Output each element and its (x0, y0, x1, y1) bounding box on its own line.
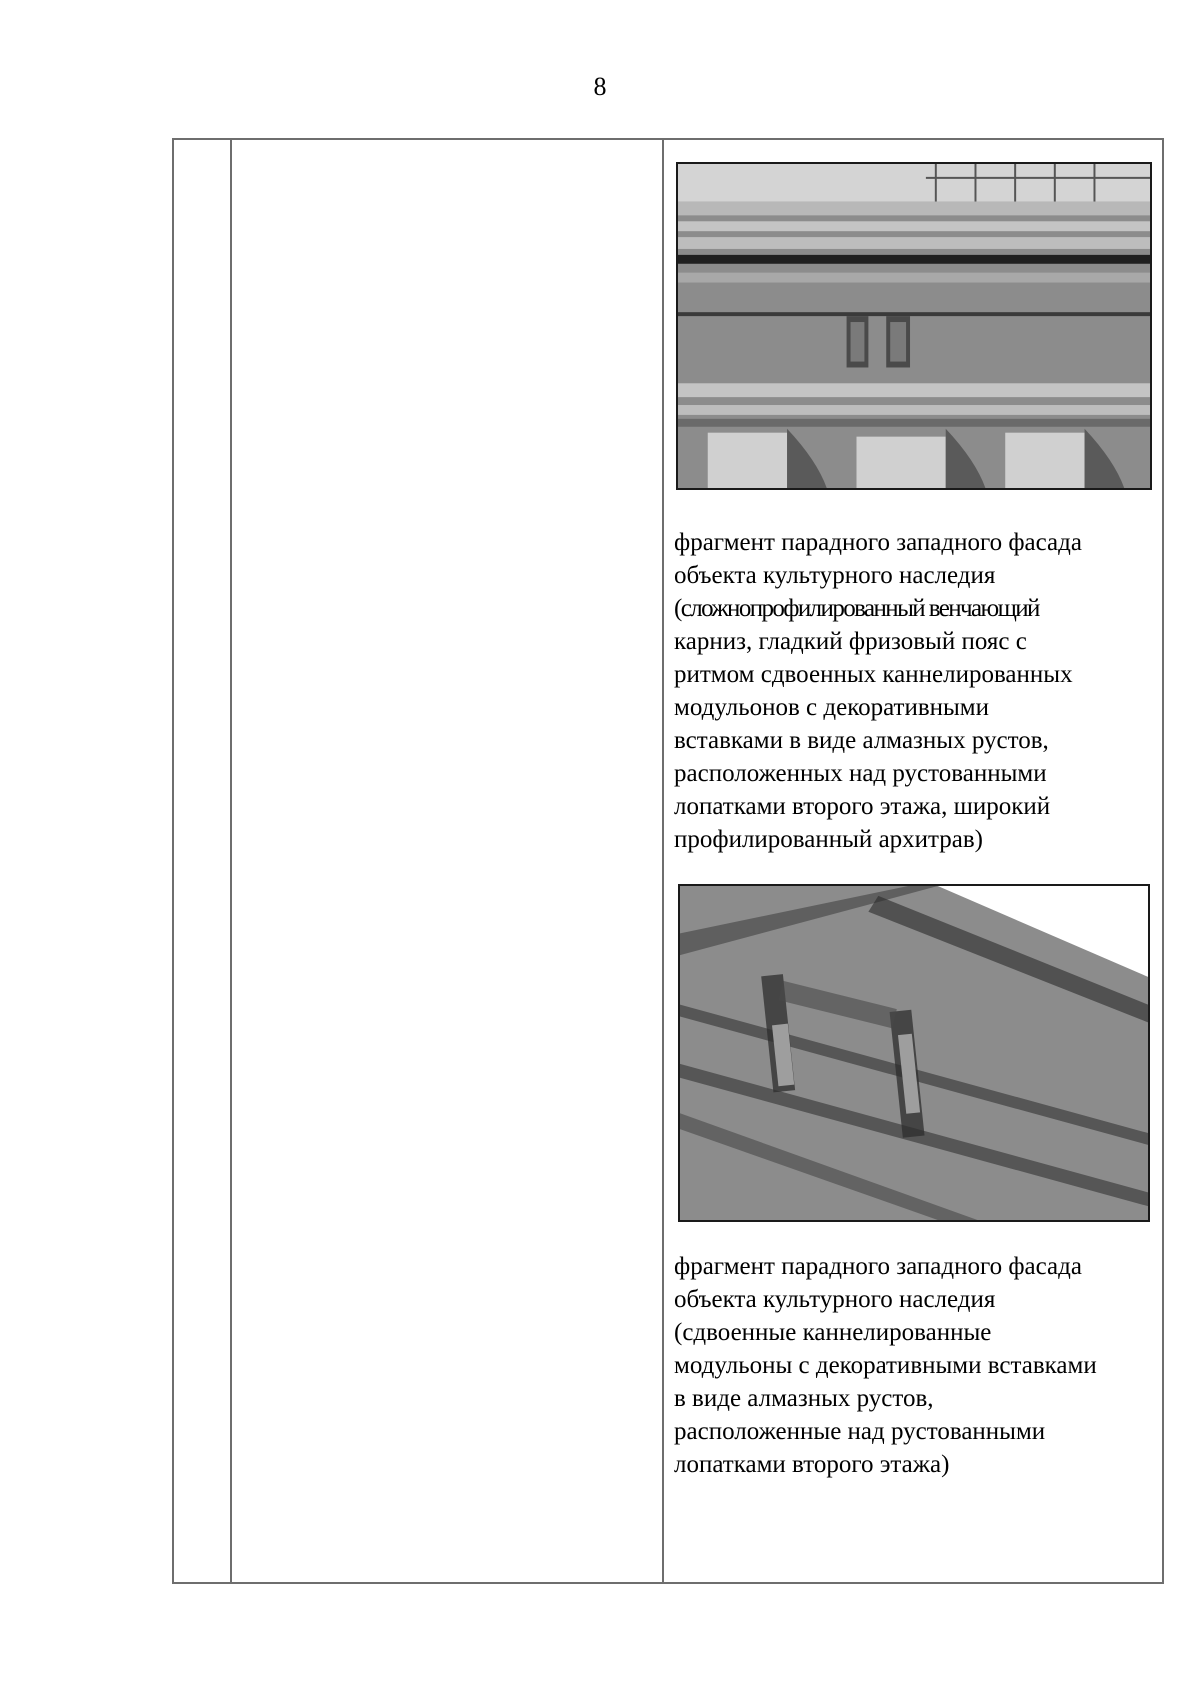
row-content-cell (664, 140, 1162, 1582)
cornice-facade-photo (676, 162, 1152, 490)
row-name-cell (232, 140, 662, 1582)
page-number: 8 (593, 72, 607, 101)
caption-line: объекта культурного наследия (674, 562, 996, 589)
caption-line: в виде алмазных рустов, (674, 1385, 934, 1412)
caption-line: расположенные над рустованными (674, 1418, 1046, 1445)
caption-line: ритмом сдвоенных каннелированных (674, 661, 1073, 688)
modillions-closeup-photo (678, 884, 1150, 1222)
caption-line: профилированный архитрав) (674, 826, 983, 853)
caption-line: лопатками второго этажа, широкий (674, 793, 1051, 820)
caption-line: лопатками второго этажа) (674, 1451, 950, 1478)
row-number-cell (174, 140, 230, 1582)
caption-line: объекта культурного наследия (674, 1286, 996, 1313)
caption-line: (сложнопрофилированный венчающий (674, 595, 1039, 622)
photo-caption (674, 526, 1154, 856)
caption-line: фрагмент парадного западного фасада (674, 529, 1082, 556)
caption-line: модульонов с декоративными (674, 694, 990, 721)
caption-line: модульоны с декоративными вставками (674, 1352, 1097, 1379)
caption-line: (сдвоенные каннелированные (674, 1319, 992, 1346)
photo-caption (674, 1250, 1154, 1481)
heritage-table (172, 138, 1164, 1584)
caption-line: вставками в виде алмазных рустов, (674, 727, 1049, 754)
caption-line: фрагмент парадного западного фасада (674, 1253, 1082, 1280)
caption-line: карниз, гладкий фризовый пояс с (674, 628, 1027, 655)
caption-line: расположенных над рустованными (674, 760, 1047, 787)
